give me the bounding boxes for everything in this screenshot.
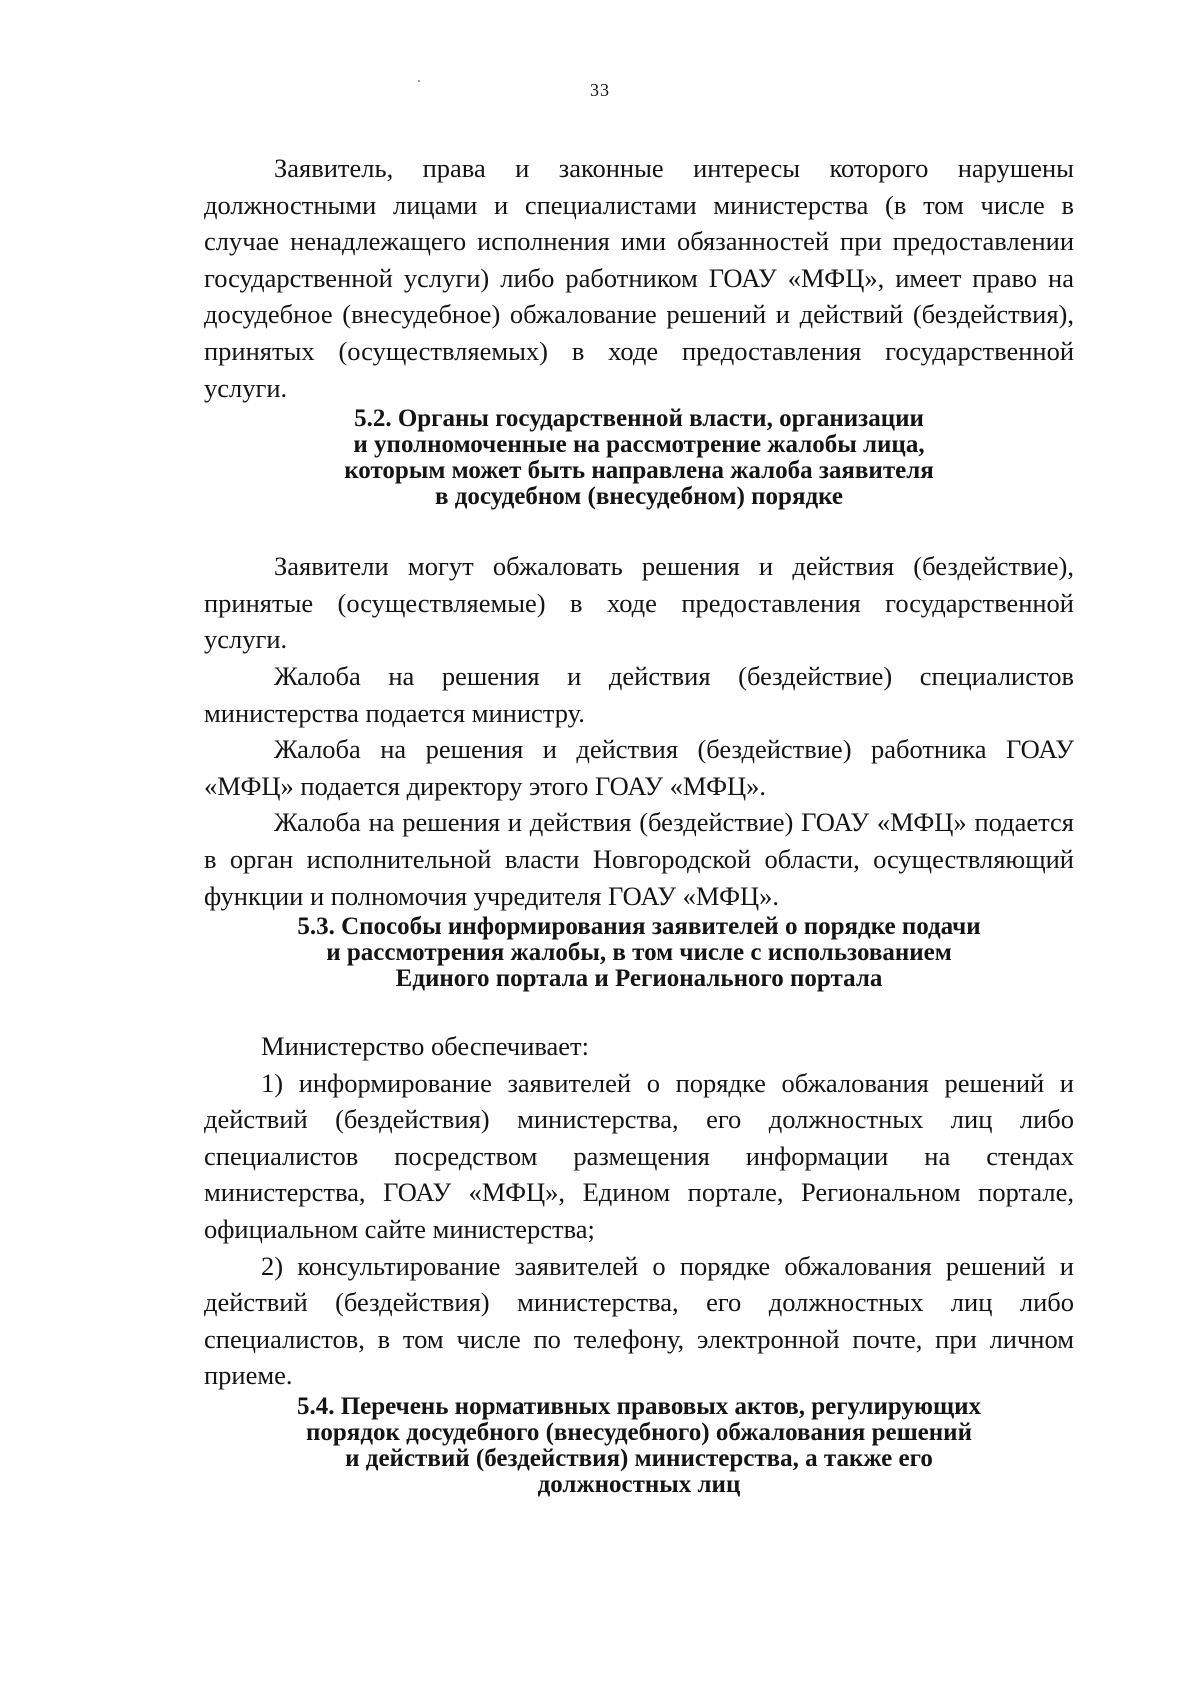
list-item: 2) консультирование заявителей о порядке обжалования решений и действий (бездействия) министерства, его должностных лиц либо специалистов, в том числе по телефону, электронной почте, при личном приеме. [204,1250,1074,1391]
paragraph: Жалоба на решения и действия (бездействие) работника ГОАУ «МФЦ» подается директору этого ГОАУ «МФЦ». [204,734,1074,801]
heading-line: и действий (бездействия) министерства, а также его [345,1445,933,1473]
paragraph: Заявители могут обжаловать решения и действия (бездействие), принятые (осуществляемые) в ходе предоставления государственной услуги. [204,551,1074,655]
section-heading-5-4 [204,1394,1074,1498]
section-heading-5-2 [204,406,1074,510]
section-heading-5-3 [204,914,1074,992]
heading-line: должностных лиц [537,1471,741,1499]
heading-line: которым может быть направлена жалоба заявителя [344,457,934,485]
heading-line: и уполномоченные на рассмотрение жалобы лица, [353,431,925,459]
heading-line: 5.2. Органы государственной власти, организации [354,405,924,433]
heading-line: Единого портала и Регионального портала [395,965,883,993]
heading-line: и рассмотрения жалобы, в том числе с использованием [326,939,952,967]
section-5-3-body [204,1028,1074,1394]
list-item: 1) информирование заявителей о порядке обжалования решений и действий (бездействия) министерства, его должностных лиц либо специалистов посредством размещения информации на стендах министерства, ГОАУ «МФЦ», Едином портале, Региональном портале, официальном сайте министерства; [204,1067,1074,1245]
heading-line: в досудебном (внесудебном) порядке [435,483,843,511]
section-5-2-body [204,548,1074,914]
heading-line: 5.3. Способы информирования заявителей о порядке подачи [297,913,981,941]
heading-line: порядок досудебного (внесудебного) обжалования решений [305,1419,972,1447]
document-body [204,150,1074,1498]
paragraph: Жалоба на решения и действия (бездействие) специалистов министерства подается министру. [204,660,1074,728]
heading-line: 5.4. Перечень нормативных правовых актов, регулирующих [296,1393,982,1421]
paragraph: Министерство обеспечивает: [261,1031,590,1062]
paragraph: Заявитель, права и законные интересы которого нарушены должностными лицами и специалистами министерства (в том числе в случае ненадлежащего исполнения ими обязанностей при предоставлении государственной услуги) либо работником ГОАУ «МФЦ», имеет право на досудебное (внесудебное) обжалование решений и действий (бездействия), принятых (осуществляемых) в ходе предоставления государственной услуги. [204,153,1074,403]
section-5-1-intro [204,150,1074,406]
paragraph: Жалоба на решения и действия (бездействие) ГОАУ «МФЦ» подается в орган исполнительной власти Новгородской области, осуществляющий функции и полномочия учредителя ГОАУ «МФЦ». [204,807,1074,911]
page-number: 33 [590,80,610,100]
